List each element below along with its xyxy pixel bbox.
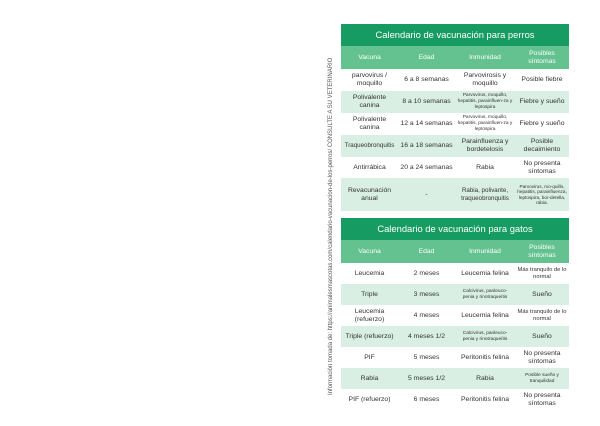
cell-sintomas: Más tranquilo de lo normal xyxy=(517,308,567,322)
cell-edad: 6 a 8 semanas xyxy=(404,76,449,84)
cell-sintomas: No presenta síntomas xyxy=(523,349,561,365)
cell-vacuna: PIF (refuerzo) xyxy=(348,395,391,403)
table-row xyxy=(341,178,569,211)
cell-edad: 16 a 18 semanas xyxy=(400,142,453,150)
cell-vacuna: Traqueobronquitis xyxy=(344,142,395,150)
cell-edad: 5 meses xyxy=(413,353,440,361)
cell-vacuna: Rabia xyxy=(360,374,379,382)
header-inmunidad: Inmunidad xyxy=(469,247,501,255)
header-inmunidad: Inmunidad xyxy=(469,53,501,61)
cell-sintomas: Sueño xyxy=(532,332,552,340)
dog-table-header xyxy=(341,46,569,69)
cell-inmunidad: Calcivirus, panleuco-penia y rinotraqueítis xyxy=(462,330,508,342)
cell-edad: 4 meses xyxy=(413,311,440,319)
cell-edad: 4 meses 1/2 xyxy=(407,332,446,340)
table-row xyxy=(341,389,569,410)
header-edad: Edad xyxy=(418,53,435,61)
table-row xyxy=(341,326,569,347)
table-row xyxy=(341,368,569,389)
cell-sintomas: Posible fiebre xyxy=(521,76,563,84)
cell-inmunidad: Peritonitis felina xyxy=(461,395,509,403)
cell-sintomas: Más tranquilo de lo normal xyxy=(517,266,567,280)
table-row xyxy=(341,113,569,135)
table-row xyxy=(341,347,569,368)
cell-sintomas: Sueño xyxy=(532,290,552,298)
cell-inmunidad: Parainfluenza y bordetelosis xyxy=(461,138,509,153)
cell-vacuna: Revacunación anual xyxy=(347,186,392,202)
cell-vacuna: Leucemia xyxy=(354,269,385,277)
header-sintomas: Posibles síntomas xyxy=(528,244,556,259)
cell-sintomas: Parvovirus, mo-quillo, hepatitis, parainfluenza, leptospira, bor-detella, rabia. xyxy=(517,183,567,205)
cell-inmunidad: Rabia xyxy=(476,374,494,382)
cell-edad: 2 meses xyxy=(413,269,440,277)
table-row xyxy=(341,263,569,284)
cell-sintomas: No presenta síntomas xyxy=(523,391,561,407)
cell-sintomas: Fiebre y sueño xyxy=(519,98,565,106)
cell-vacuna: parvovirus / moquillo xyxy=(351,72,388,87)
header-sintomas: Posibles síntomas xyxy=(528,50,556,65)
table-row xyxy=(341,69,569,91)
cell-sintomas: Posible sueño y tranquilidad xyxy=(525,372,559,384)
cell-inmunidad: Parvovirus, moquillo, hepatitis, parainfluen-za y leptospira xyxy=(457,115,513,132)
table-row xyxy=(341,91,569,113)
cell-vacuna: Triple (refuerzo) xyxy=(345,332,394,340)
cell-edad: 5 meses 1/2 xyxy=(407,374,446,382)
header-vacuna: Vacuna xyxy=(358,53,381,61)
cell-inmunidad: Rabia xyxy=(476,163,494,171)
cell-sintomas: No presenta síntomas xyxy=(523,159,561,175)
cell-vacuna: PIF xyxy=(364,353,375,361)
table-row xyxy=(341,284,569,305)
cell-inmunidad: Parvovirus, moquillo, hepatitis, parainfluen-za y leptospira xyxy=(457,93,513,110)
cell-edad: 6 meses xyxy=(413,395,440,403)
table-row xyxy=(341,157,569,178)
cell-vacuna: Leucemia (refuerzo) xyxy=(354,307,385,323)
table-row xyxy=(341,305,569,326)
cell-inmunidad: Rabia, polivante, traqueobronquitis xyxy=(461,187,509,202)
cell-edad: 3 meses xyxy=(413,290,440,298)
cell-inmunidad: Leucemia felina xyxy=(461,311,509,319)
cell-inmunidad: Parvovirosis y moquillo xyxy=(463,72,507,87)
table-row xyxy=(341,135,569,157)
cell-inmunidad: Calcivirus, panleuco-penia y rinotraqueítis xyxy=(462,288,508,300)
cell-edad: 8 a 10 semanas xyxy=(402,98,451,106)
cat-table-title: Calendario de vacunación para gatos xyxy=(341,218,569,240)
cell-inmunidad: Leucemia felina xyxy=(461,269,509,277)
cell-vacuna: Polivalente canina xyxy=(352,116,387,131)
header-vacuna: Vacuna xyxy=(358,247,381,255)
dog-vaccination-table xyxy=(341,24,569,211)
cell-vacuna: Triple xyxy=(361,290,378,298)
cell-edad: 20 a 24 semanas xyxy=(400,163,453,171)
cell-edad: - xyxy=(425,190,428,198)
source-note: Información tomada de: https://animalesmascotas.com/calendario-vacunacion-de-los-perros/ CONSULTE A SU VETERINARIO xyxy=(328,57,334,395)
cell-edad: 12 a 14 semanas xyxy=(400,120,453,128)
cell-sintomas: Posible decaimiento xyxy=(523,138,561,153)
cell-sintomas: Fiebre y sueño xyxy=(519,120,565,128)
cat-vaccination-table xyxy=(341,218,569,410)
cell-vacuna: Antirrábica xyxy=(353,163,386,171)
cell-inmunidad: Peritonitis felina xyxy=(461,353,509,361)
dog-table-title: Calendario de vacunación para perros xyxy=(341,24,569,46)
cat-table-header xyxy=(341,240,569,263)
cell-vacuna: Polivalente canina xyxy=(352,94,387,109)
header-edad: Edad xyxy=(418,247,435,255)
